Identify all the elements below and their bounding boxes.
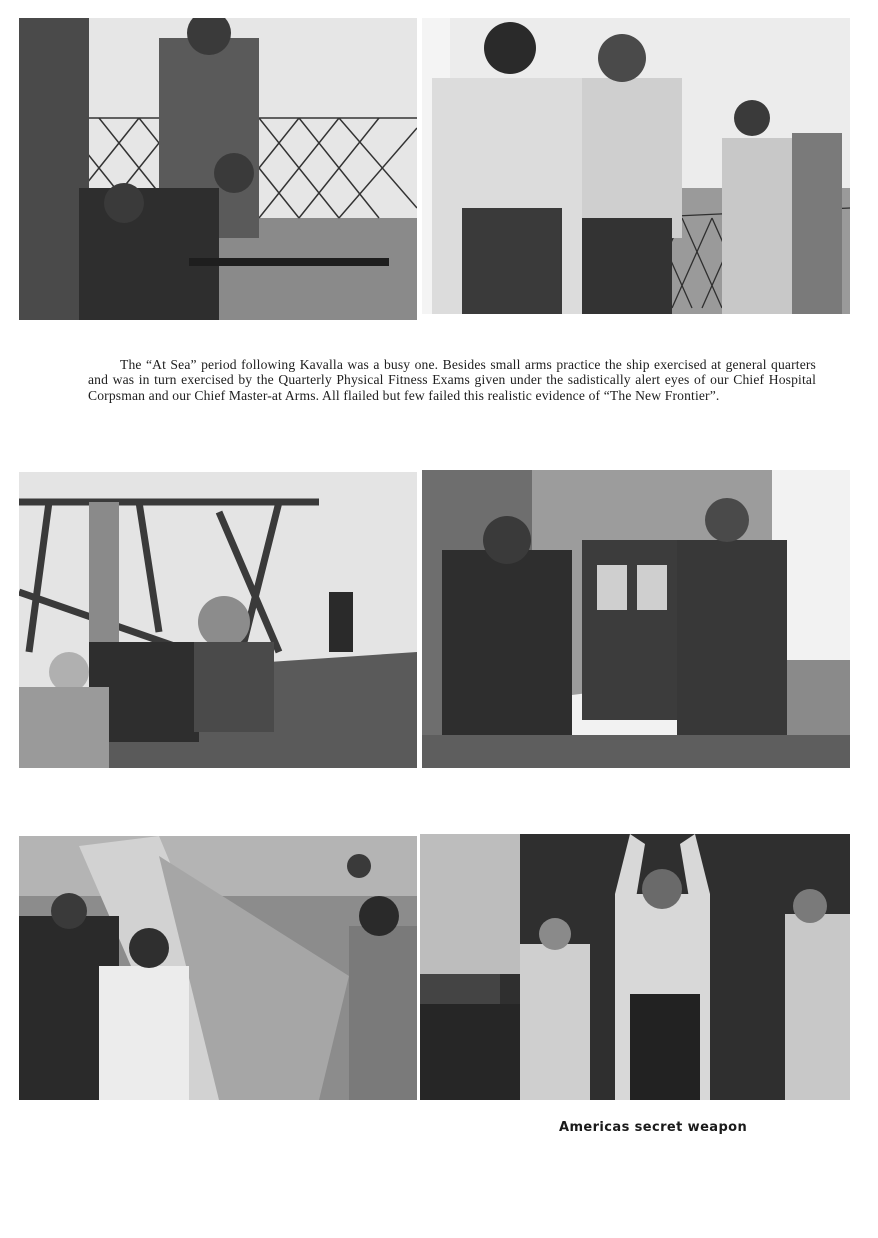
photo-director-station <box>422 470 850 768</box>
photo-label: Americas secret weapon <box>559 1120 748 1135</box>
photo-secret-weapon <box>420 834 850 1100</box>
photo-loading-drill <box>19 836 417 1100</box>
photo-officers-at-rail <box>422 18 850 314</box>
photo-gun-mount-crew <box>19 472 417 768</box>
caption-paragraph: The “At Sea” period following Kavalla was a busy one. Besides small arms practice the ship exercised at general quarters and was in turn exercised by the Quarterly Physical Fitness Exams given under the sadistically alert eyes of our Chief Hospital Corpsman and our Chief Master-at Arms. All flailed but few failed this realistic evidence of “The New Frontier”. <box>88 356 816 404</box>
photo-small-arms-practice <box>19 18 417 320</box>
